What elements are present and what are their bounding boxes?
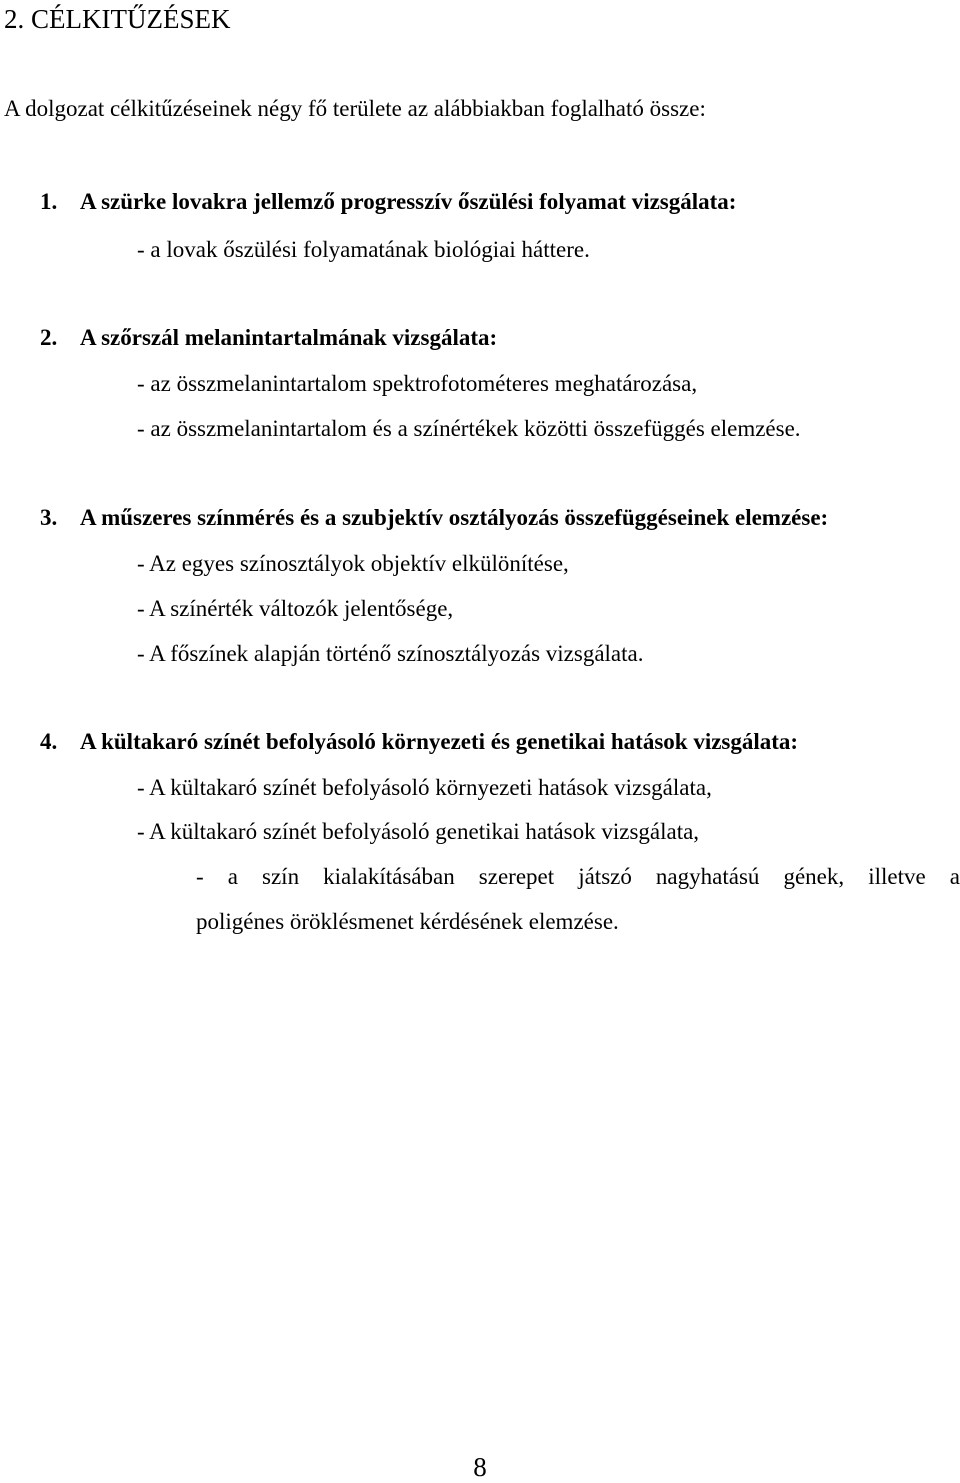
objective-2-title xyxy=(40,323,497,353)
objective-3-sub-2: - A színérték változók jelentősége, xyxy=(137,596,454,621)
objective-4-sub-1: - A kültakaró színét befolyásoló környezeti hatások vizsgálata, xyxy=(137,775,712,800)
objective-3-number: 3. xyxy=(40,505,58,530)
objective-4-title xyxy=(40,727,798,757)
objective-2-text: A szőrszál melanintartalmának vizsgálata: xyxy=(80,325,498,350)
objective-3-sub-1: - Az egyes színosztályok objektív elkülönítése, xyxy=(137,551,569,576)
objective-4-text: A kültakaró színét befolyásoló környezeti és genetikai hatások vizsgálata: xyxy=(80,729,799,754)
objective-1-text: A szürke lovakra jellemző progresszív őszülési folyamat vizsgálata: xyxy=(80,189,737,214)
section-heading: 2. CÉLKITŰZÉSEK xyxy=(4,4,231,34)
objective-4-subsub-1: - a szín kialakításában szerepet játszó nagyhatású gének, illetve a xyxy=(196,864,960,889)
objective-3-sub-3: - A főszínek alapján történő színosztályozás vizsgálata. xyxy=(137,641,644,666)
page-number: 8 xyxy=(473,1452,487,1482)
objective-2-number: 2. xyxy=(40,325,58,350)
objective-3-text: A műszeres színmérés és a szubjektív osztályozás összefüggéseinek elemzése: xyxy=(80,505,829,530)
objective-1-sub-1: - a lovak őszülési folyamatának biológiai háttere. xyxy=(137,237,590,262)
objective-2-sub-2: - az összmelanintartalom és a színértékek közötti összefüggés elemzése. xyxy=(137,416,801,441)
objective-4-number: 4. xyxy=(40,729,58,754)
objective-2-sub-1: - az összmelanintartalom spektrofotométeres meghatározása, xyxy=(137,371,698,396)
objective-4-subsub-2: poligénes öröklésmenet kérdésének elemzése. xyxy=(196,909,619,934)
intro-paragraph: A dolgozat célkitűzéseinek négy fő területe az alábbiakban foglalható össze: xyxy=(4,96,706,121)
objective-4-sub-2: - A kültakaró színét befolyásoló genetikai hatások vizsgálata, xyxy=(137,819,700,844)
objective-1-number: 1. xyxy=(40,189,58,214)
objective-3-title xyxy=(40,503,828,533)
objective-1-title xyxy=(40,187,736,217)
